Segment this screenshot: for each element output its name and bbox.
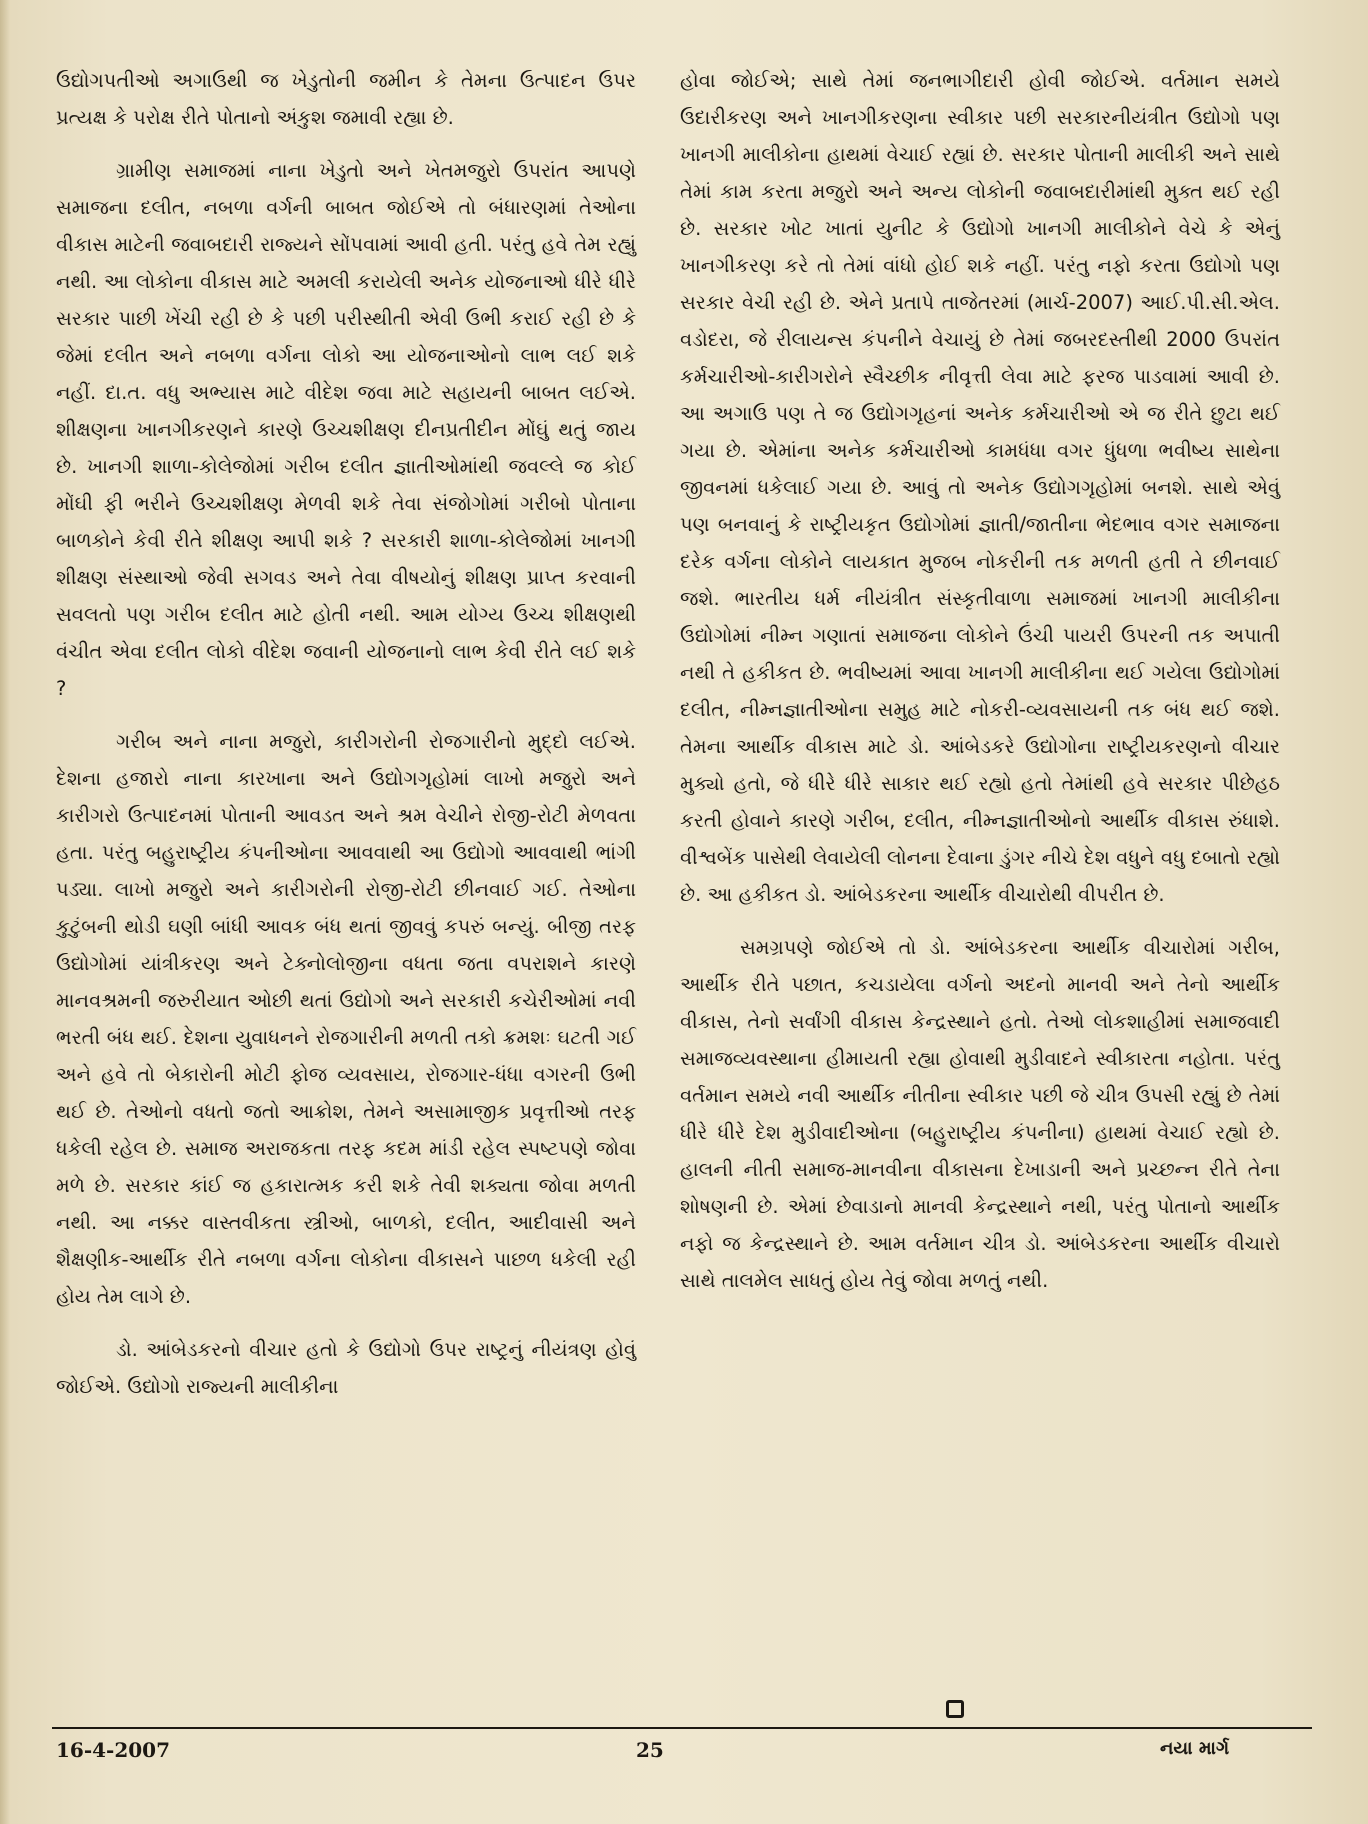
paragraph: ડો. આંબેડકરનો વીચાર હતો કે ઉદ્યોગો ઉપર રાષ્ટ્રનું નીયંત્રણ હોવું જોઈએ. ઉદ્યોગો રાજ્યની માલીકીના: [56, 1338, 636, 1398]
footer-rule: [52, 1727, 1312, 1729]
magazine-name: નયા માર્ગ: [1160, 1738, 1230, 1759]
left-column: [56, 62, 636, 1421]
footer-date: 16-4-2007: [56, 1738, 171, 1762]
paragraph: હોવા જોઈએ; સાથે તેમાં જનભાગીદારી હોવી જોઈએ. વર્તમાન સમયે ઉદારીકરણ અને ખાનગીકરણના સ્વીકાર પછી સરકારનીયંત્રીત ઉદ્યોગો પણ ખાનગી માલીકોના હાથમાં વેચાઈ રહ્યાં છે. સરકાર પોતાની માલીકી અને સાથે તેમાં કામ કરતા મજુરો અને અન્ય લોકોની જવાબદારીમાંથી મુક્ત થઈ રહી છે. સરકાર ખોટ ખાતાં યુનીટ કે ઉદ્યોગો ખાનગી માલીકોને વેચે કે એનું ખાનગીકરણ કરે તો તેમાં વાંધો હોઈ શકે નહીં. પરંતુ નફો કરતા ઉદ્યોગો પણ સરકાર વેચી રહી છે. એને પ્રતાપે તાજેતરમાં (માર્ચ-2007) આઈ.પી.સી.એલ. વડોદરા, જે રીલાયન્સ કંપનીને વેચાયું છે તેમાં જબરદસ્તીથી 2000 ઉપરાંત કર્મચારીઓ-કારીગરોને સ્વૈચ્છીક નીવૃત્તી લેવા માટે ફરજ પાડવામાં આવી છે. આ અગાઉ પણ તે જ ઉદ્યોગગૃહનાં અનેક કર્મચારીઓ એ જ રીતે છુટા થઈ ગયા છે. એમાંના અનેક કર્મચારીઓ કામધંધા વગર ધુંધળા ભવીષ્ય સાથેના જીવનમાં ધકેલાઈ ગયા છે. આવું તો અનેક ઉદ્યોગગૃહોમાં બનશે. સાથે એવું પણ બનવાનું કે રાષ્ટ્રીયકૃત ઉદ્યોગોમાં જ્ઞાતી/જાતીના ભેદભાવ વગર સમાજના દરેક વર્ગના લોકોને લાયકાત મુજબ નોકરીની તક મળતી હતી તે છીનવાઈ જશે. ભારતીય ધર્મ નીયંત્રીત સંસ્કૃતીવાળા સમાજમાં ખાનગી માલીકીના ઉદ્યોગોમાં નીમ્ન ગણાતાં સમાજના લોકોને ઉંચી પાયરી ઉપરની તક અપાતી નથી તે હકીકત છે. ભવીષ્યમાં આવા ખાનગી માલીકીના થઈ ગયેલા ઉદ્યોગોમાં દલીત, નીમ્નજ્ઞાતીઓના સમુહ માટે નોકરી-વ્યવસાયની તક બંધ થઈ જશે. તેમના આર્થીક વીકાસ માટે ડો. આંબેડકરે ઉદ્યોગોના રાષ્ટ્રીયકરણનો વીચાર મુક્યો હતો, જે ધીરે ધીરે સાકાર થઈ રહ્યો હતો તેમાંથી હવે સરકાર પીછેહઠ કરતી હોવાને કારણે ગરીબ, દલીત, નીમ્નજ્ઞાતીઓનો આર્થીક વીકાસ રુંધાશે. વીશ્વબેંક પાસેથી લેવાયેલી લોનના દેવાના ડુંગર નીચે દેશ વધુને વધુ દબાતો રહ્યો છે. આ હકીકત ડો. આંબેડકરના આર્થીક વીચારોથી વીપરીત છે.: [680, 69, 1280, 906]
paragraph: સમગ્રપણે જોઈએ તો ડો. આંબેડકરના આર્થીક વીચારોમાં ગરીબ, આર્થીક રીતે પછાત, કચડાયેલા વર્ગનો અદનો માનવી અને તેનો આર્થીક વીકાસ, તેનો સર્વાંગી વીકાસ કેન્દ્રસ્થાને હતો. તેઓ લોકશાહીમાં સમાજવાદી સમાજવ્યવસ્થાના હીમાયતી રહ્યા હોવાથી મુડીવાદને સ્વીકારતા નહોતા. પરંતુ વર્તમાન સમયે નવી આર્થીક નીતીના સ્વીકાર પછી જે ચીત્ર ઉપસી રહ્યું છે તેમાં ધીરે ધીરે દેશ મુડીવાદીઓના (બહુરાષ્ટ્રીય કંપનીના) હાથમાં વેચાઈ રહ્યો છે. હાલની નીતી સમાજ-માનવીના વીકાસના દેખાડાની અને પ્રચ્છન્ન રીતે તેના શોષણની છે. એમાં છેવાડાનો માનવી કેન્દ્રસ્થાને નથી, પરંતુ પોતાનો આર્થીક નફો જ કેન્દ્રસ્થાને છે. આમ વર્તમાન ચીત્ર ડો. આંબેડકરના આર્થીક વીચારો સાથે તાલમેલ સાધતું હોય તેવું જોવા મળતું નથી.: [680, 936, 1280, 1292]
paragraph: ઉદ્યોગપતીઓ અગાઉથી જ ખેડુતોની જમીન કે તેમના ઉત્પાદન ઉપર પ્રત્યક્ષ કે પરોક્ષ રીતે પોતાનો અંકુશ જમાવી રહ્યા છે.: [56, 69, 636, 129]
paragraph: ગ્રામીણ સમાજમાં નાના ખેડુતો અને ખેતમજુરો ઉપરાંત આપણે સમાજના દલીત, નબળા વર્ગની બાબત જોઈએ તો બંધારણમાં તેઓના વીકાસ માટેની જવાબદારી રાજ્યને સોંપવામાં આવી હતી. પરંતુ હવે તેમ રહ્યું નથી. આ લોકોના વીકાસ માટે અમલી કરાયેલી અનેક યોજનાઓ ધીરે ધીરે સરકાર પાછી ખેંચી રહી છે કે પછી પરીસ્થીતી એવી ઉભી કરાઈ રહી છે કે જેમાં દલીત અને નબળા વર્ગના લોકો આ યોજનાઓનો લાભ લઈ શકે નહીં. દા.ત. વધુ અભ્યાસ માટે વીદેશ જવા માટે સહાયની બાબત લઈએ. શીક્ષણના ખાનગીકરણને કારણે ઉચ્ચશીક્ષણ દીનપ્રતીદીન મોંઘું થતું જાય છે. ખાનગી શાળા-કોલેજોમાં ગરીબ દલીત જ્ઞાતીઓમાંથી જવલ્લે જ કોઈ મોંઘી ફી ભરીને ઉચ્ચશીક્ષણ મેળવી શકે તેવા સંજોગોમાં ગરીબો પોતાના બાળકોને કેવી રીતે શીક્ષણ આપી શકે ? સરકારી શાળા-કોલેજોમાં ખાનગી શીક્ષણ સંસ્થાઓ જેવી સગવડ અને તેવા વીષયોનું શીક્ષણ પ્રાપ્ત કરવાની સવલતો પણ ગરીબ દલીત માટે હોતી નથી. આમ યોગ્ય ઉચ્ચ શીક્ષણથી વંચીત એવા દલીત લોકો વીદેશ જવાની યોજનાનો લાભ કેવી રીતે લઈ શકે ?: [56, 159, 636, 700]
right-column: [680, 62, 1280, 1315]
column-gutter: [648, 60, 649, 1700]
end-of-article-square-icon: [946, 1700, 964, 1718]
page-number: 25: [636, 1738, 664, 1762]
paragraph: ગરીબ અને નાના મજુરો, કારીગરોની રોજગારીનો મુદ્દો લઈએ. દેશના હજારો નાના કારખાના અને ઉદ્યોગગૃહોમાં લાખો મજુરો અને કારીગરો ઉત્પાદનમાં પોતાની આવડત અને શ્રમ વેચીને રોજી-રોટી મેળવતા હતા. પરંતુ બહુરાષ્ટ્રીય કંપનીઓના આવવાથી આ ઉદ્યોગો આવવાથી ભાંગી પડ્યા. લાખો મજુરો અને કારીગરોની રોજી-રોટી છીનવાઈ ગઈ. તેઓના કુટુંબની થોડી ઘણી બાંધી આવક બંધ થતાં જીવવું કપરું બન્યું. બીજી તરફ ઉદ્યોગોમાં યાંત્રીકરણ અને ટેક્નોલોજીના વધતા જતા વપરાશને કારણે માનવશ્રમની જરુરીયાત ઓછી થતાં ઉદ્યોગો અને સરકારી કચેરીઓમાં નવી ભરતી બંધ થઈ. દેશના યુવાધનને રોજગારીની મળતી તકો ક્રમશઃ ઘટતી ગઈ અને હવે તો બેકારોની મોટી ફોજ વ્યવસાય, રોજગાર-ધંધા વગરની ઉભી થઈ છે. તેઓનો વધતો જતો આક્રોશ, તેમને અસામાજીક પ્રવૃત્તીઓ તરફ ધકેલી રહેલ છે. સમાજ અરાજકતા તરફ કદમ માંડી રહેલ સ્પષ્ટપણે જોવા મળે છે. સરકાર કાંઈ જ હકારાત્મક કરી શકે તેવી શક્યતા જોવા મળતી નથી. આ નક્કર વાસ્તવીકતા સ્ત્રીઓ, બાળકો, દલીત, આદીવાસી અને શૈક્ષણીક-આર્થીક રીતે નબળા વર્ગના લોકોના વીકાસને પાછળ ધકેલી રહી હોય તેમ લાગે છે.: [56, 730, 636, 1308]
page-binding-shadow: [0, 0, 10, 1824]
